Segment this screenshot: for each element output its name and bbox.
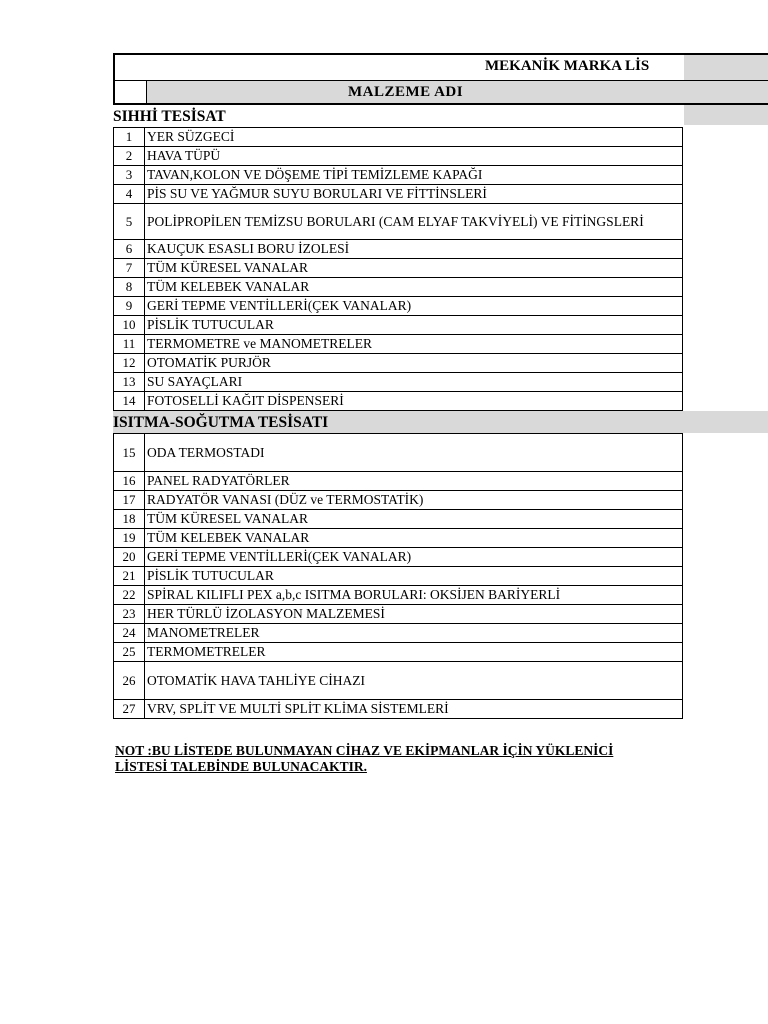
section-title: SIHHİ TESİSAT [113,108,226,125]
item-number: 4 [114,185,145,204]
item-name: OTOMATİK PURJÖR [145,354,683,373]
table-row [114,240,683,259]
item-number: 20 [114,548,145,567]
table-row [114,185,683,204]
table-row [114,278,683,297]
item-name: GERİ TEPME VENTİLLERİ(ÇEK VANALAR) [145,548,683,567]
item-number: 23 [114,605,145,624]
table-row [114,529,683,548]
item-name: TÜM KÜRESEL VANALAR [145,510,683,529]
table-row [114,147,683,166]
item-number: 6 [114,240,145,259]
table-row [114,662,683,700]
item-name: POLİPROPİLEN TEMİZSU BORULARI (CAM ELYAF TAKVİYELİ) VE FİTİNGSLERİ [145,204,683,240]
item-name: TÜM KÜRESEL VANALAR [145,259,683,278]
item-name: PANEL RADYATÖRLER [145,472,683,491]
item-number: 19 [114,529,145,548]
table-row [114,510,683,529]
item-name: SPİRAL KILIFLI PEX a,b,c ISITMA BORULARI: OKSİJEN BARİYERLİ [145,586,683,605]
item-name: GERİ TEPME VENTİLLERİ(ÇEK VANALAR) [145,297,683,316]
item-name: TAVAN,KOLON VE DÖŞEME TİPİ TEMİZLEME KAPAĞI [145,166,683,185]
item-number: 1 [114,128,145,147]
item-name: MANOMETRELER [145,624,683,643]
item-number: 8 [114,278,145,297]
footnote [115,743,768,775]
table-row [114,335,683,354]
table-row [114,567,683,586]
table-row [114,548,683,567]
table-row [114,373,683,392]
item-number: 2 [114,147,145,166]
item-number: 12 [114,354,145,373]
item-name: TÜM KELEBEK VANALAR [145,278,683,297]
item-name: PİS SU VE YAĞMUR SUYU BORULARI VE FİTTİNSLERİ [145,185,683,204]
table-row [114,259,683,278]
footnote-line: NOT :BU LİSTEDE BULUNMAYAN CİHAZ VE EKİPMANLAR İÇİN YÜKLENİCİ [115,743,614,758]
table-row [114,316,683,335]
item-name: RADYATÖR VANASI (DÜZ ve TERMOSTATİK) [145,491,683,510]
item-name: VRV, SPLİT VE MULTİ SPLİT KLİMA SİSTEMLERİ [145,700,683,719]
sheet-title: MEKANİK MARKA LİS [485,58,650,74]
item-number: 26 [114,662,145,700]
item-number: 25 [114,643,145,662]
item-number: 17 [114,491,145,510]
table-row [114,643,683,662]
item-number: 22 [114,586,145,605]
item-name: OTOMATİK HAVA TAHLİYE CİHAZI [145,662,683,700]
item-name: HER TÜRLÜ İZOLASYON MALZEMESİ [145,605,683,624]
table-row [114,624,683,643]
item-name: HAVA TÜPÜ [145,147,683,166]
item-number: 5 [114,204,145,240]
items-table [113,433,683,719]
table-row [114,392,683,411]
table-row [114,166,683,185]
item-number: 11 [114,335,145,354]
item-name: PİSLİK TUTUCULAR [145,316,683,335]
material-name-header: MALZEME ADI [348,84,464,100]
item-name: TERMOMETRE ve MANOMETRELER [145,335,683,354]
item-number: 27 [114,700,145,719]
items-table [113,127,683,411]
title-row [113,53,768,80]
item-name: FOTOSELLİ KAĞIT DİSPENSERİ [145,392,683,411]
brand-list-sheet [113,53,768,719]
item-name: ODA TERMOSTADI [145,434,683,472]
item-number: 21 [114,567,145,586]
item-name: SU SAYAÇLARI [145,373,683,392]
item-number: 14 [114,392,145,411]
item-name: YER SÜZGECİ [145,128,683,147]
column-header-row [113,80,768,105]
table-row [114,297,683,316]
item-number: 10 [114,316,145,335]
section-heading [113,411,768,433]
section-title: ISITMA-SOĞUTMA TESİSATI [113,414,329,431]
table-row [114,472,683,491]
item-number: 24 [114,624,145,643]
table-row [114,354,683,373]
item-number: 7 [114,259,145,278]
item-number: 9 [114,297,145,316]
item-name: TERMOMETRELER [145,643,683,662]
table-row [114,605,683,624]
item-number: 13 [114,373,145,392]
footnote-line: LİSTESİ TALEBİNDE BULUNACAKTIR. [115,759,367,774]
item-number: 15 [114,434,145,472]
item-number: 16 [114,472,145,491]
table-row [114,586,683,605]
section-heading [113,105,768,127]
item-number: 3 [114,166,145,185]
table-row [114,128,683,147]
item-name: PİSLİK TUTUCULAR [145,567,683,586]
item-name: TÜM KELEBEK VANALAR [145,529,683,548]
item-number: 18 [114,510,145,529]
table-row [114,434,683,472]
item-name: KAUÇUK ESASLI BORU İZOLESİ [145,240,683,259]
table-row [114,204,683,240]
number-header-cell [115,81,147,103]
table-row [114,491,683,510]
table-row [114,700,683,719]
